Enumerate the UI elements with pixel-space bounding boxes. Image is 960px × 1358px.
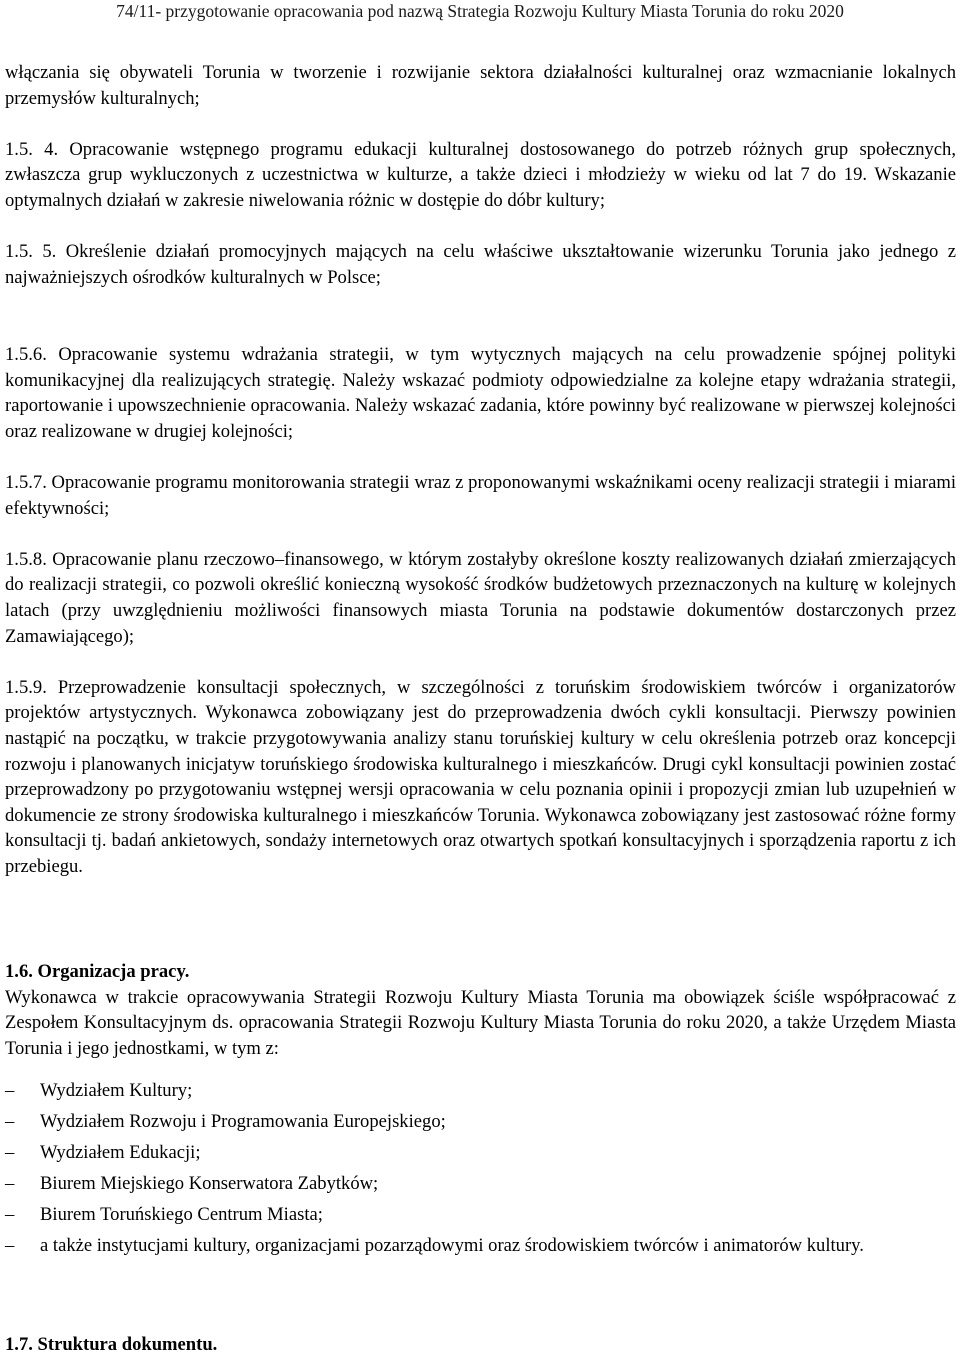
document-body-middle — [5, 342, 956, 905]
list-item: – Wydziałem Edukacji; — [5, 1137, 956, 1168]
paragraph-continuation: włączania się obywateli Torunia w tworzenie i rozwijanie sektora działalności kulturalnej oraz wzmacnianie lokalnych przemysłów kulturalnych; — [5, 62, 956, 109]
list-item: – Biurem Toruńskiego Centrum Miasta; — [5, 1199, 956, 1230]
list-item: – Biurem Miejskiego Konserwatora Zabytków; — [5, 1168, 956, 1199]
section-heading-1-7: 1.7. Struktura dokumentu. — [5, 1334, 218, 1355]
section-struktura-dokumentu — [5, 1332, 956, 1358]
paragraph-1-5-9: 1.5.9. Przeprowadzenie konsultacji społecznych, w szczególności z toruńskim środowiskiem twórców i organizatorów projektów artystycznych. Wykonawca zobowiązany jest do przeprowadzenia dwóch cykli konsultacji. Pierwszy powinien nastąpić na początku, w trakcie przygotowywania analizy stanu toruńskiej kultury w celu określenia potrzeb oraz koncepcji rozwoju i planowanych inicjatyw toruńskiego środowiska kulturalnego i mieszkańców. Drugi cykl konsultacji powinien zostać przeprowadzony po przygotowaniu wstępnej wersji opracowania w celu poznania opinii i propozycji zmian lub uzupełnień w dokumencie ze strony środowiska kulturalnego i mieszkańców Torunia. Wykonawca zobowiązany jest zastosować różne formy konsultacji tj. badań ankietowych, sondaży internetowych oraz otwartych spotkań konsultacyjnych i sporządzenia raportu z ich przebiegu. — [5, 676, 956, 877]
dash-bullet-icon: – — [5, 1111, 15, 1133]
paragraph-1-5-4: 1.5. 4. Opracowanie wstępnego programu edukacji kulturalnej dostosowanego do potrzeb różnych grup społecznych, zwłaszcza grup wykluczonych z uczestnictwa w kulturze, a także dzieci i młodzieży w wieku od lat 7 do 19. Wskazanie optymalnych działań w zakresie niwelowania różnic w dostępie do dóbr kultury; — [5, 138, 956, 211]
dash-bullet-icon: – — [5, 1235, 15, 1257]
dash-bullet-icon: – — [5, 1142, 15, 1164]
document-body-top — [5, 60, 956, 316]
paragraph-1-5-5: 1.5. 5. Określenie działań promocyjnych mających na celu właściwe ukształtowanie wizerunku Torunia jako jednego z najważniejszych ośrodków kulturalnych w Polsce; — [5, 241, 956, 288]
dash-bullet-icon: – — [5, 1173, 15, 1195]
running-header: 74/11- przygotowanie opracowania pod nazwą Strategia Rozwoju Kultury Miasta Torunia do roku 2020 — [116, 1, 844, 21]
paragraph-1-5-8: 1.5.8. Opracowanie planu rzeczowo–finansowego, w którym zostałyby określone koszty realizowanych działań zmierzających do realizacji strategii, co pozwoli określić konieczną wysokość środków budżetowych przeznaczonych na kulturę w kolejnych latach (przy uwzględnieniu możliwości finansowych miasta Torunia na podstawie dokumentów dostarczonych przez Zamawiającego); — [5, 548, 956, 647]
paragraph-1-5-6: 1.5.6. Opracowanie systemu wdrażania strategii, w tym wytycznych mających na celu prowadzenie spójnej polityki komunikacyjnej dla realizujących strategię. Należy wskazać podmioty odpowiedzialne za kolejne etapy wdrażania strategii, raportowanie i upowszechnienie opracowania. Należy wskazać zadania, które powinny być realizowane w pierwszej kolejności oraz realizowane w drugiej kolejności; — [5, 344, 956, 442]
list-item: – Wydziałem Rozwoju i Programowania Europejskiego; — [5, 1106, 956, 1137]
paragraph-1-5-7: 1.5.7. Opracowanie programu monitorowania strategii wraz z proponowanymi wskaźnikami oceny realizacji strategii i miarami efektywności; — [5, 471, 956, 519]
cooperation-list — [5, 1075, 956, 1261]
dash-bullet-icon: – — [5, 1204, 15, 1226]
paragraph-organizacja-intro: Wykonawca w trakcie opracowywania Strategii Rozwoju Kultury Miasta Torunia ma obowiązek ściśle współpracować z Zespołem Konsultacyjnym ds. opracowania Strategii Rozwoju Kultury Miasta Torunia do roku 2020, a także Urzędem Miasta Torunia i jego jednostkami, w tym z: — [5, 986, 956, 1059]
list-item: – Wydziałem Kultury; — [5, 1075, 956, 1106]
dash-bullet-icon: – — [5, 1080, 15, 1102]
section-organizacja-pracy — [5, 959, 956, 1261]
section-heading-1-6: 1.6. Organizacja pracy. — [5, 961, 190, 982]
list-item: – a także instytucjami kultury, organizacjami pozarządowymi oraz środowiskiem twórców i animatorów kultury. — [5, 1230, 956, 1261]
